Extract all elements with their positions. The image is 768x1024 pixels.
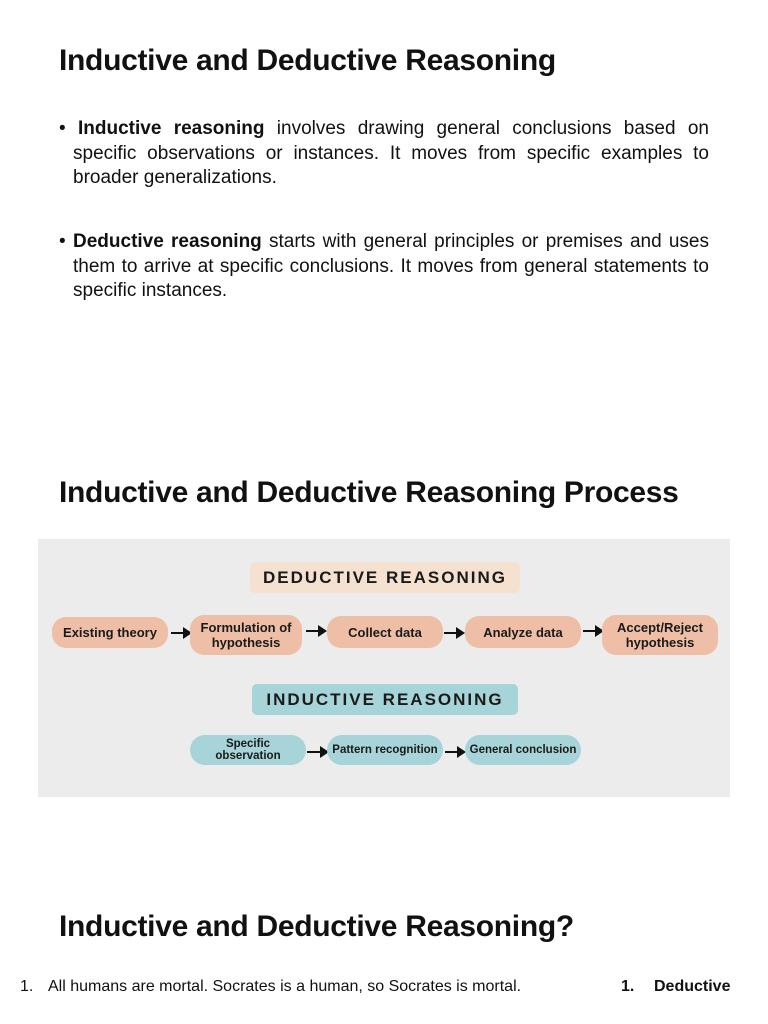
list-item	[20, 975, 580, 998]
step-pattern-recognition: Pattern recognition	[327, 735, 443, 765]
step-general-conclusion: General conclusion	[465, 735, 581, 765]
inductive-title: INDUCTIVE REASONING	[252, 684, 518, 715]
step-analyze-data: Analyze data	[465, 616, 581, 648]
bullet-text: starts with general principles or premises and uses them to arrive at specific conclusions. It moves from general statements to specific instances.	[73, 231, 709, 301]
step-specific-observation: Specific observation	[190, 735, 306, 765]
bullet-term: Inductive reasoning	[78, 118, 265, 139]
arrow-icon	[306, 630, 325, 632]
question-title: Inductive and Deductive Reasoning?	[59, 910, 574, 943]
reasoning-diagram	[38, 539, 730, 797]
process-title: Inductive and Deductive Reasoning Process	[59, 476, 679, 509]
bullet-term: Deductive reasoning	[73, 231, 262, 252]
bullet-deductive	[59, 230, 709, 304]
answer-number: 1.	[621, 978, 635, 995]
bullet-marker: •	[59, 118, 66, 139]
arrow-icon	[171, 632, 190, 634]
step-existing-theory: Existing theory	[52, 617, 168, 648]
main-title: Inductive and Deductive Reasoning	[59, 44, 556, 77]
arrow-icon	[444, 632, 463, 634]
item-text: All humans are mortal. Socrates is a human, so Socrates is mortal.	[48, 978, 522, 995]
step-formulation-of-hypothesis: Formulation of hypothesis	[190, 615, 302, 655]
answer-text: Deductive	[654, 978, 731, 995]
bullet-marker: •	[59, 231, 66, 252]
step-accept-reject-hypothesis: Accept/Reject hypothesis	[602, 615, 718, 655]
bullet-text: involves drawing general conclusions based on specific observations or instances. It moves from specific examples to broader generalizations.	[73, 118, 709, 188]
arrow-icon	[445, 751, 464, 753]
answer-label	[621, 975, 730, 998]
arrow-icon	[583, 630, 602, 632]
arrow-icon	[307, 751, 327, 753]
item-number: 1.	[20, 978, 34, 995]
bullet-inductive	[59, 117, 709, 191]
deductive-title: DEDUCTIVE REASONING	[250, 562, 520, 593]
step-collect-data: Collect data	[327, 616, 443, 648]
